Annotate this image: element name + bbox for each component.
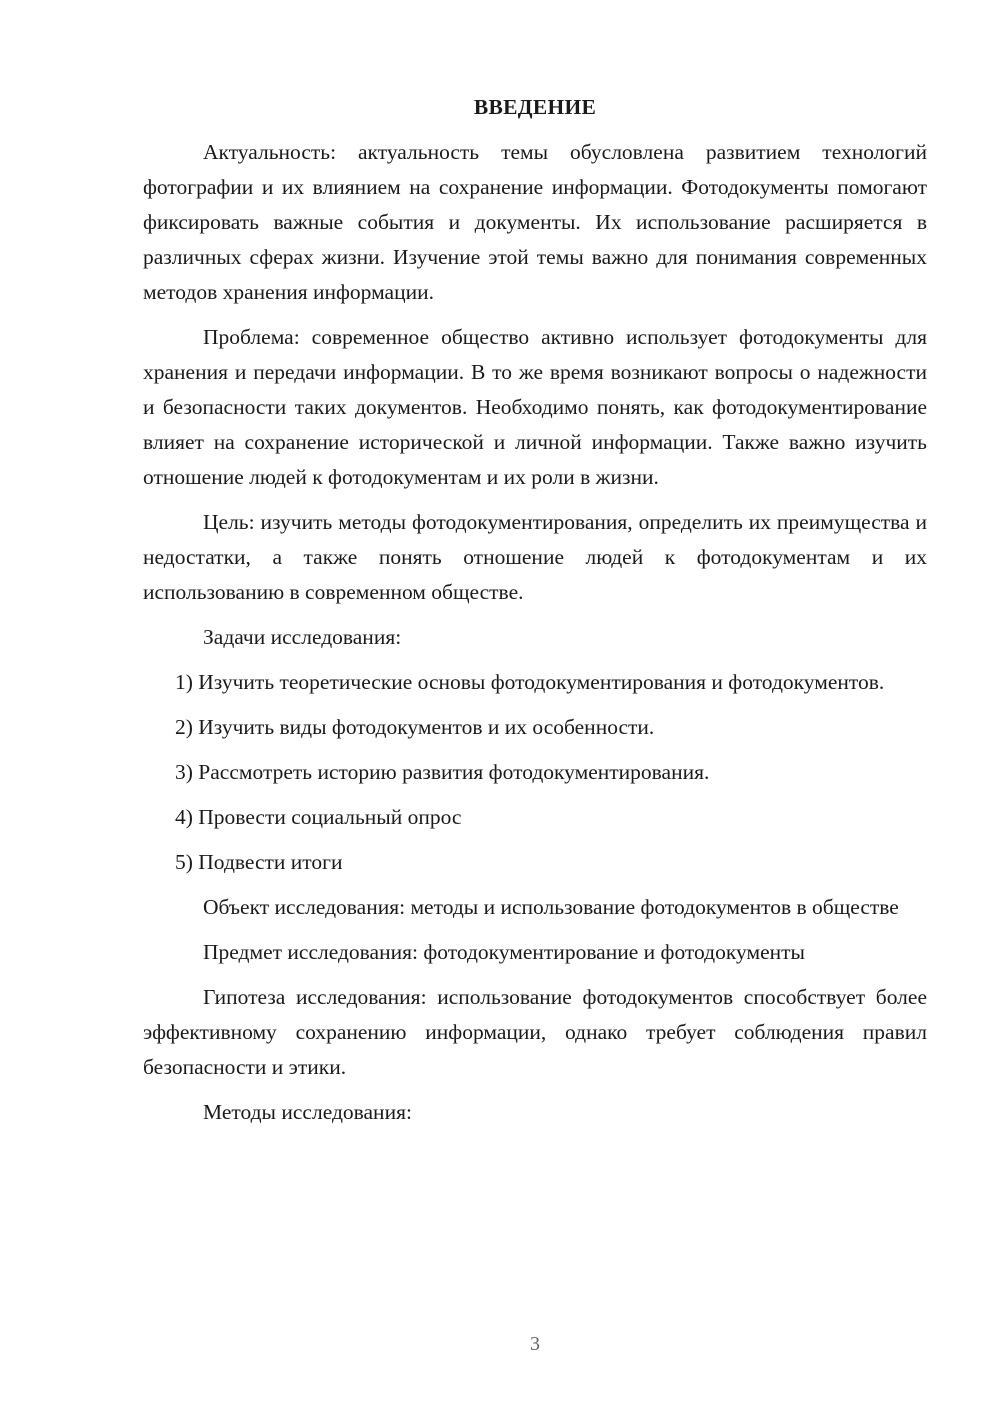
task-item-2: 2) Изучить виды фотодокументов и их особенности. xyxy=(175,715,655,739)
task-item-5: 5) Подвести итоги xyxy=(175,850,343,874)
paragraph-object: Объект исследования: методы и использование фотодокументов в обществе xyxy=(203,895,899,919)
task-item-4: 4) Провести социальный опрос xyxy=(175,805,462,829)
page-number: 3 xyxy=(530,1333,540,1355)
task-item-1: 1) Изучить теоретические основы фотодокументирования и фотодокументов. xyxy=(175,670,885,694)
paragraph-problem: Проблема: современное общество активно использует фотодокументы для хранения и передачи информации. В то же время возникают вопросы о надежности и безопасности таких документов. Необходимо понять, как фотодокументирование влияет на сохранение исторической и личной информации. Также важно изучить отношение людей к фотодокументам и их роли в жизни. xyxy=(143,325,927,489)
paragraph-subject: Предмет исследования: фотодокументирование и фотодокументы xyxy=(203,940,805,964)
paragraph-relevance: Актуальность: актуальность темы обусловлена развитием технологий фотографии и их влиянием на сохранение информации. Фотодокументы помогают фиксировать важные события и документы. Их использование расширяется в различных сферах жизни. Изучение этой темы важно для понимания современных методов хранения информации. xyxy=(143,140,927,304)
section-title: ВВЕДЕНИЕ xyxy=(473,95,597,119)
paragraph-hypothesis: Гипотеза исследования: использование фотодокументов способствует более эффективному сохранению информации, однако требует соблюдения правил безопасности и этики. xyxy=(143,985,927,1079)
paragraph-goal: Цель: изучить методы фотодокументирования, определить их преимущества и недостатки, а также понять отношение людей к фотодокументам и их использованию в современном обществе. xyxy=(143,510,927,604)
methods-heading: Методы исследования: xyxy=(203,1100,412,1124)
task-item-3: 3) Рассмотреть историю развития фотодокументирования. xyxy=(175,760,710,784)
tasks-heading: Задачи исследования: xyxy=(203,625,402,649)
document-page xyxy=(143,90,927,1140)
